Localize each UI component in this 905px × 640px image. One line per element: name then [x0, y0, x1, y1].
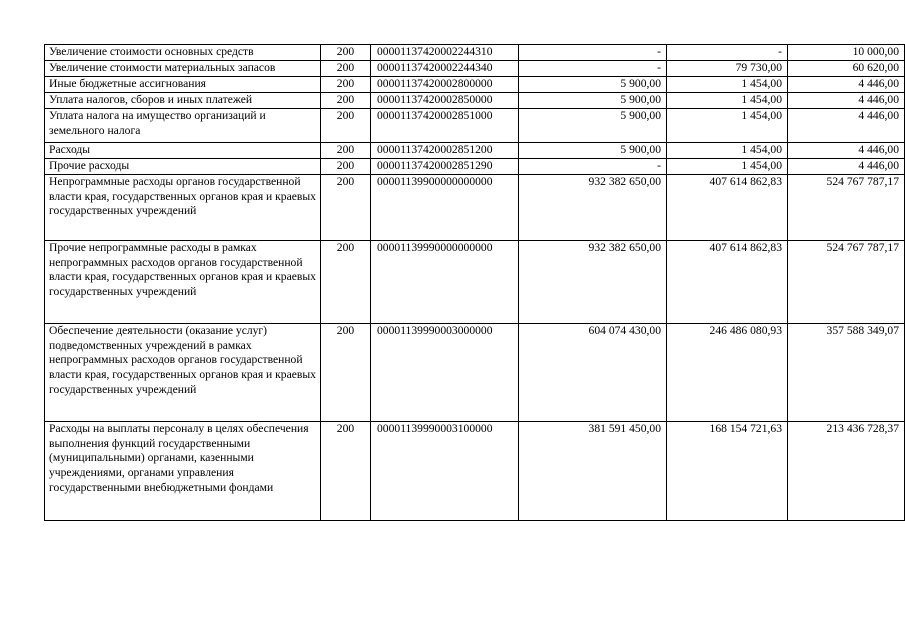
table-row [45, 92, 905, 108]
table-row [45, 174, 905, 240]
row-rest: 4 446,00 [788, 108, 905, 142]
row-rest: 213 436 728,37 [788, 421, 905, 520]
budget-execution-table [44, 44, 905, 521]
row-plan: - [519, 60, 667, 76]
row-name: Иные бюджетные ассигнования [45, 76, 321, 92]
row-plan: 5 900,00 [519, 108, 667, 142]
row-rest: 524 767 787,17 [788, 174, 905, 240]
row-rest: 357 588 349,07 [788, 323, 905, 421]
table-row [45, 158, 905, 174]
row-plan: - [519, 158, 667, 174]
table-body [45, 45, 905, 521]
row-exec: 1 454,00 [667, 158, 788, 174]
row-rest: 4 446,00 [788, 76, 905, 92]
table-row [45, 421, 905, 520]
row-kbk: 00001139990000000000 [371, 240, 519, 323]
row-name: Обеспечение деятельности (оказание услуг) подведомственных учреждений в рамках непрограммных расходов органов государственной власти края, государственных органов края и краевых государственных учреждений [45, 323, 321, 421]
row-rest: 524 767 787,17 [788, 240, 905, 323]
row-plan: 5 900,00 [519, 76, 667, 92]
row-rest: 4 446,00 [788, 92, 905, 108]
row-code: 200 [321, 60, 371, 76]
row-kbk: 00001137420002851000 [371, 108, 519, 142]
row-kbk: 00001137420002244340 [371, 60, 519, 76]
row-name: Расходы [45, 142, 321, 158]
row-plan: 604 074 430,00 [519, 323, 667, 421]
row-name: Прочие расходы [45, 158, 321, 174]
row-kbk: 00001137420002244310 [371, 45, 519, 61]
row-kbk: 00001137420002800000 [371, 76, 519, 92]
row-exec: 1 454,00 [667, 92, 788, 108]
table-row [45, 76, 905, 92]
row-plan: 932 382 650,00 [519, 174, 667, 240]
row-kbk: 00001137420002851290 [371, 158, 519, 174]
row-kbk: 00001139990003000000 [371, 323, 519, 421]
row-exec: 407 614 862,83 [667, 174, 788, 240]
row-exec: 79 730,00 [667, 60, 788, 76]
row-kbk: 00001137420002850000 [371, 92, 519, 108]
row-name: Расходы на выплаты персоналу в целях обеспечения выполнения функций государственными (муниципальными) органами, казенными учреждениями, органами управления государственными внебюджетными фондами [45, 421, 321, 520]
table-row [45, 45, 905, 61]
row-code: 200 [321, 323, 371, 421]
row-code: 200 [321, 92, 371, 108]
table-row [45, 142, 905, 158]
row-plan: 381 591 450,00 [519, 421, 667, 520]
table-row [45, 108, 905, 142]
table-row [45, 60, 905, 76]
row-kbk: 00001139990003100000 [371, 421, 519, 520]
row-exec: 1 454,00 [667, 76, 788, 92]
row-name: Уплата налогов, сборов и иных платежей [45, 92, 321, 108]
row-exec: 407 614 862,83 [667, 240, 788, 323]
row-name: Непрограммные расходы органов государственной власти края, государственных органов края и краевых государственных учреждений [45, 174, 321, 240]
row-exec: 1 454,00 [667, 142, 788, 158]
row-exec: 246 486 080,93 [667, 323, 788, 421]
row-rest: 4 446,00 [788, 142, 905, 158]
row-rest: 10 000,00 [788, 45, 905, 61]
row-plan: 5 900,00 [519, 92, 667, 108]
row-code: 200 [321, 76, 371, 92]
row-code: 200 [321, 158, 371, 174]
row-exec: - [667, 45, 788, 61]
row-kbk: 00001137420002851200 [371, 142, 519, 158]
row-rest: 60 620,00 [788, 60, 905, 76]
row-plan: 5 900,00 [519, 142, 667, 158]
row-name: Увеличение стоимости основных средств [45, 45, 321, 61]
row-code: 200 [321, 421, 371, 520]
row-code: 200 [321, 240, 371, 323]
row-code: 200 [321, 174, 371, 240]
row-code: 200 [321, 142, 371, 158]
row-kbk: 00001139900000000000 [371, 174, 519, 240]
row-rest: 4 446,00 [788, 158, 905, 174]
row-name: Прочие непрограммные расходы в рамках непрограммных расходов органов государственной власти края, государственных органов края и краевых государственных учреждений [45, 240, 321, 323]
row-plan: 932 382 650,00 [519, 240, 667, 323]
table-row [45, 240, 905, 323]
row-exec: 168 154 721,63 [667, 421, 788, 520]
row-code: 200 [321, 45, 371, 61]
table-row [45, 323, 905, 421]
row-plan: - [519, 45, 667, 61]
row-name: Увеличение стоимости материальных запасов [45, 60, 321, 76]
row-exec: 1 454,00 [667, 108, 788, 142]
row-code: 200 [321, 108, 371, 142]
row-name: Уплата налога на имущество организаций и земельного налога [45, 108, 321, 142]
